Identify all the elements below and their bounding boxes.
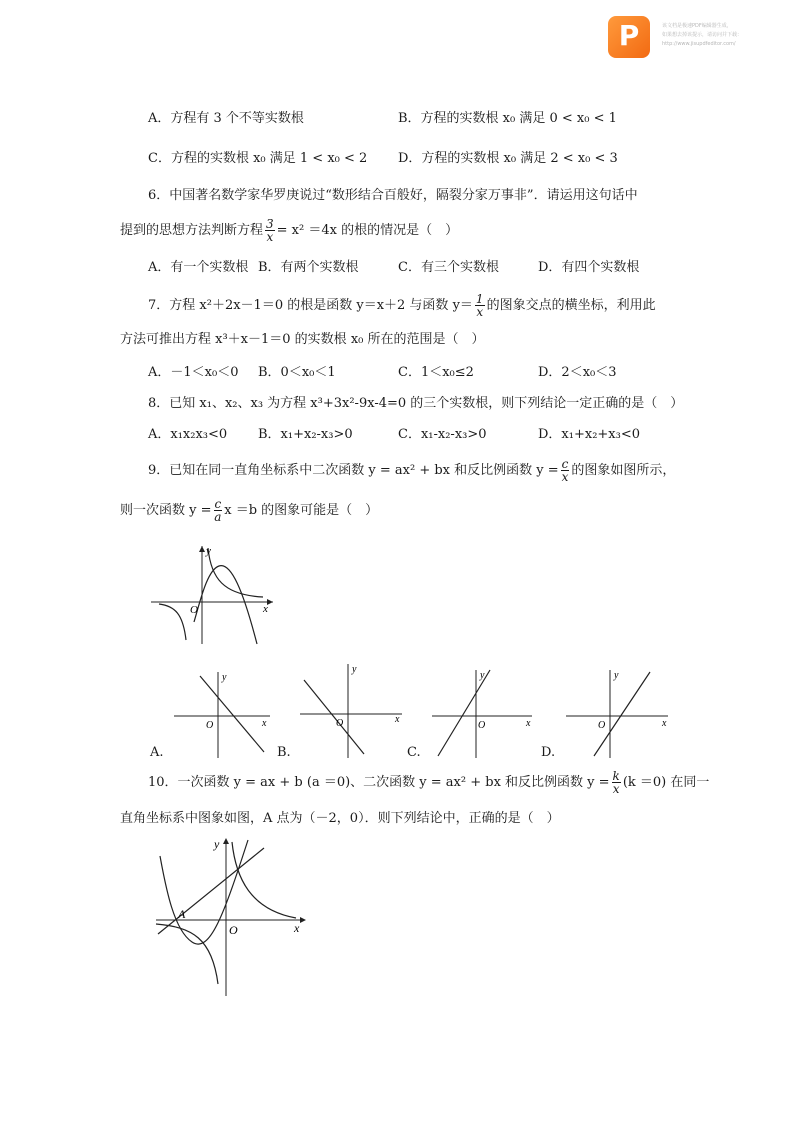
- q7-fraction: [475, 293, 485, 318]
- q9-choice-d-graph[interactable]: [564, 666, 672, 760]
- q9-fraction-2: [214, 498, 223, 523]
- q9-choice-b-label[interactable]: B.: [277, 745, 291, 760]
- origin-label: O: [190, 604, 198, 616]
- q7-option-d: D．2＜x₀＜3: [538, 365, 617, 380]
- q5-option-c: C．方程的实数根 x₀ 满足 1 < x₀ < 2: [148, 151, 368, 166]
- linear-function-line: [304, 680, 364, 754]
- q9-stem-line-2: [120, 496, 378, 526]
- origin-label: O: [478, 720, 486, 731]
- q6-option-b: B．有两个实数根: [258, 260, 359, 275]
- q9-text2-post: x ＝b 的图象可能是（ ）: [224, 503, 379, 518]
- q6-fraction: [265, 218, 275, 243]
- q8-stem: 8．已知 x₁、x₂、x₃ 为方程 x³+3x²-9x-4=0 的三个实数根，则下列结论一定正确的是（ ）: [148, 396, 684, 411]
- origin-label: O: [229, 923, 238, 937]
- q10-stem-line-1: [148, 768, 709, 798]
- q5-option-d: D．方程的实数根 x₀ 满足 2 < x₀ < 3: [398, 151, 618, 166]
- q10-frac-num: k: [612, 769, 620, 783]
- q9-choice-d-label[interactable]: D.: [541, 745, 556, 760]
- q10-fraction: [612, 770, 621, 795]
- q6-frac-den: x: [266, 230, 274, 244]
- q9-frac-num: c: [561, 457, 569, 471]
- y-axis-label: y: [614, 670, 619, 681]
- origin-label: O: [206, 720, 214, 731]
- q9-choice-a-graph[interactable]: [172, 668, 272, 760]
- q9-choice-a-label[interactable]: A.: [150, 745, 164, 760]
- q9-stem-line-1: [148, 456, 675, 486]
- q7-stem-line-1: [148, 291, 656, 321]
- x-axis-label: x: [395, 714, 400, 725]
- q7-stem-line-2: 方法可推出方程 x³＋x－1＝0 的实数根 x₀ 所在的范围是（ ）: [120, 332, 485, 347]
- x-axis-arrow: [300, 917, 306, 923]
- q10-text-post: (k ＝0) 在同一: [622, 775, 710, 790]
- q7-option-b: B．0＜x₀＜1: [258, 365, 336, 380]
- watermark-link[interactable]: http://www.jisupdfeditor.com/: [662, 41, 736, 47]
- x-axis-label: x: [662, 718, 667, 729]
- hyperbola-right-branch: [208, 548, 263, 597]
- q7-text-pre: 7．方程 x²＋2x－1＝0 的根是函数 y＝x＋2 与函数 y＝: [148, 298, 473, 313]
- hyperbola-left-branch: [159, 604, 186, 640]
- q6-text-pre: 提到的思想方法判断方程: [120, 223, 264, 238]
- q9-choice-b-graph[interactable]: [298, 660, 406, 760]
- origin-label: O: [598, 720, 606, 731]
- q6-option-c: C．有三个实数根: [398, 260, 499, 275]
- q10-frac-den: x: [612, 782, 620, 796]
- q10-stem-line-2: 直角坐标系中图象如图，A 点为（－2，0）．则下列结论中，正确的是（ ）: [120, 811, 560, 826]
- watermark-line-1: 该文档是极速PDF编辑器生成，: [662, 23, 732, 29]
- q8-option-c: C．x₁-x₂-x₃>0: [398, 427, 487, 442]
- q5-option-a: A．方程有 3 个不等实数根: [148, 111, 304, 126]
- y-axis-label: y: [222, 672, 227, 683]
- q9-frac-den: x: [561, 470, 569, 484]
- q5-option-b: B．方程的实数根 x₀ 满足 0 < x₀ < 1: [398, 111, 617, 126]
- q9-choice-c-graph[interactable]: [430, 666, 536, 760]
- q9-frac2-den: a: [214, 510, 222, 524]
- q9-choice-c-label[interactable]: C.: [407, 745, 421, 760]
- x-axis-label: x: [263, 603, 268, 615]
- y-axis-arrow: [199, 546, 205, 552]
- hyperbola-left-branch: [156, 924, 218, 984]
- q6-option-a: A．有一个实数根: [148, 260, 249, 275]
- q8-option-b: B．x₁+x₂-x₃>0: [258, 427, 353, 442]
- q9-main-figure: [145, 540, 275, 650]
- q9-text-post: 的图象如图所示，: [571, 463, 676, 478]
- q8-option-a: A．x₁x₂x₃<0: [148, 427, 228, 442]
- hyperbola-right-branch: [232, 842, 296, 918]
- logo-letter: P: [618, 19, 640, 52]
- q6-stem-line-1: 6．中国著名数学家华罗庚说过“数形结合百般好，隔裂分家万事非”．请运用这句话中: [148, 188, 638, 203]
- x-axis-label: x: [294, 921, 300, 935]
- linear-function-line: [200, 676, 264, 752]
- pdf-editor-logo: [608, 16, 650, 58]
- x-axis-label: x: [526, 718, 531, 729]
- origin-label: O: [336, 718, 344, 729]
- q7-frac-den: x: [476, 305, 484, 319]
- y-axis-label: y: [214, 837, 220, 851]
- q6-stem-line-2: [120, 216, 458, 246]
- q9-text-pre: 9．已知在同一直角坐标系中二次函数 y = ax² + bx 和反比例函数 y =: [148, 463, 559, 478]
- q9-text2-pre: 则一次函数 y =: [120, 503, 212, 518]
- q9-frac2-num: c: [214, 497, 222, 511]
- q10-figure: [152, 834, 312, 998]
- q9-fraction: [561, 458, 570, 483]
- y-axis-label: y: [480, 670, 485, 681]
- x-axis-label: x: [262, 718, 267, 729]
- q6-text-post: = x² ＝4x 的根的情况是（ ）: [276, 223, 459, 238]
- q7-frac-num: 1: [475, 292, 484, 306]
- parabola-curve: [194, 566, 257, 644]
- q7-option-c: C．1＜x₀≤2: [398, 365, 474, 380]
- linear-function-line: [438, 670, 490, 756]
- linear-function-line: [594, 672, 650, 756]
- q7-text-post: 的图象交点的横坐标，利用此: [486, 298, 656, 313]
- q7-option-a: A．－1＜x₀＜0: [148, 365, 239, 380]
- x-axis-arrow: [267, 599, 273, 605]
- point-a-label: A: [178, 907, 186, 921]
- q10-text-pre: 10．一次函数 y = ax + b (a ＝0)、二次函数 y = ax² + bx 和反比例函数 y =: [148, 775, 610, 790]
- y-axis-label: y: [206, 545, 211, 557]
- watermark-line-2: 如果想去掉该提示，请访问并下载：: [662, 32, 743, 38]
- q6-option-d: D．有四个实数根: [538, 260, 640, 275]
- y-axis-label: y: [352, 664, 357, 675]
- q6-frac-num: 3: [266, 217, 274, 231]
- q8-option-d: D．x₁+x₂+x₃<0: [538, 427, 641, 442]
- y-axis-arrow: [223, 838, 229, 844]
